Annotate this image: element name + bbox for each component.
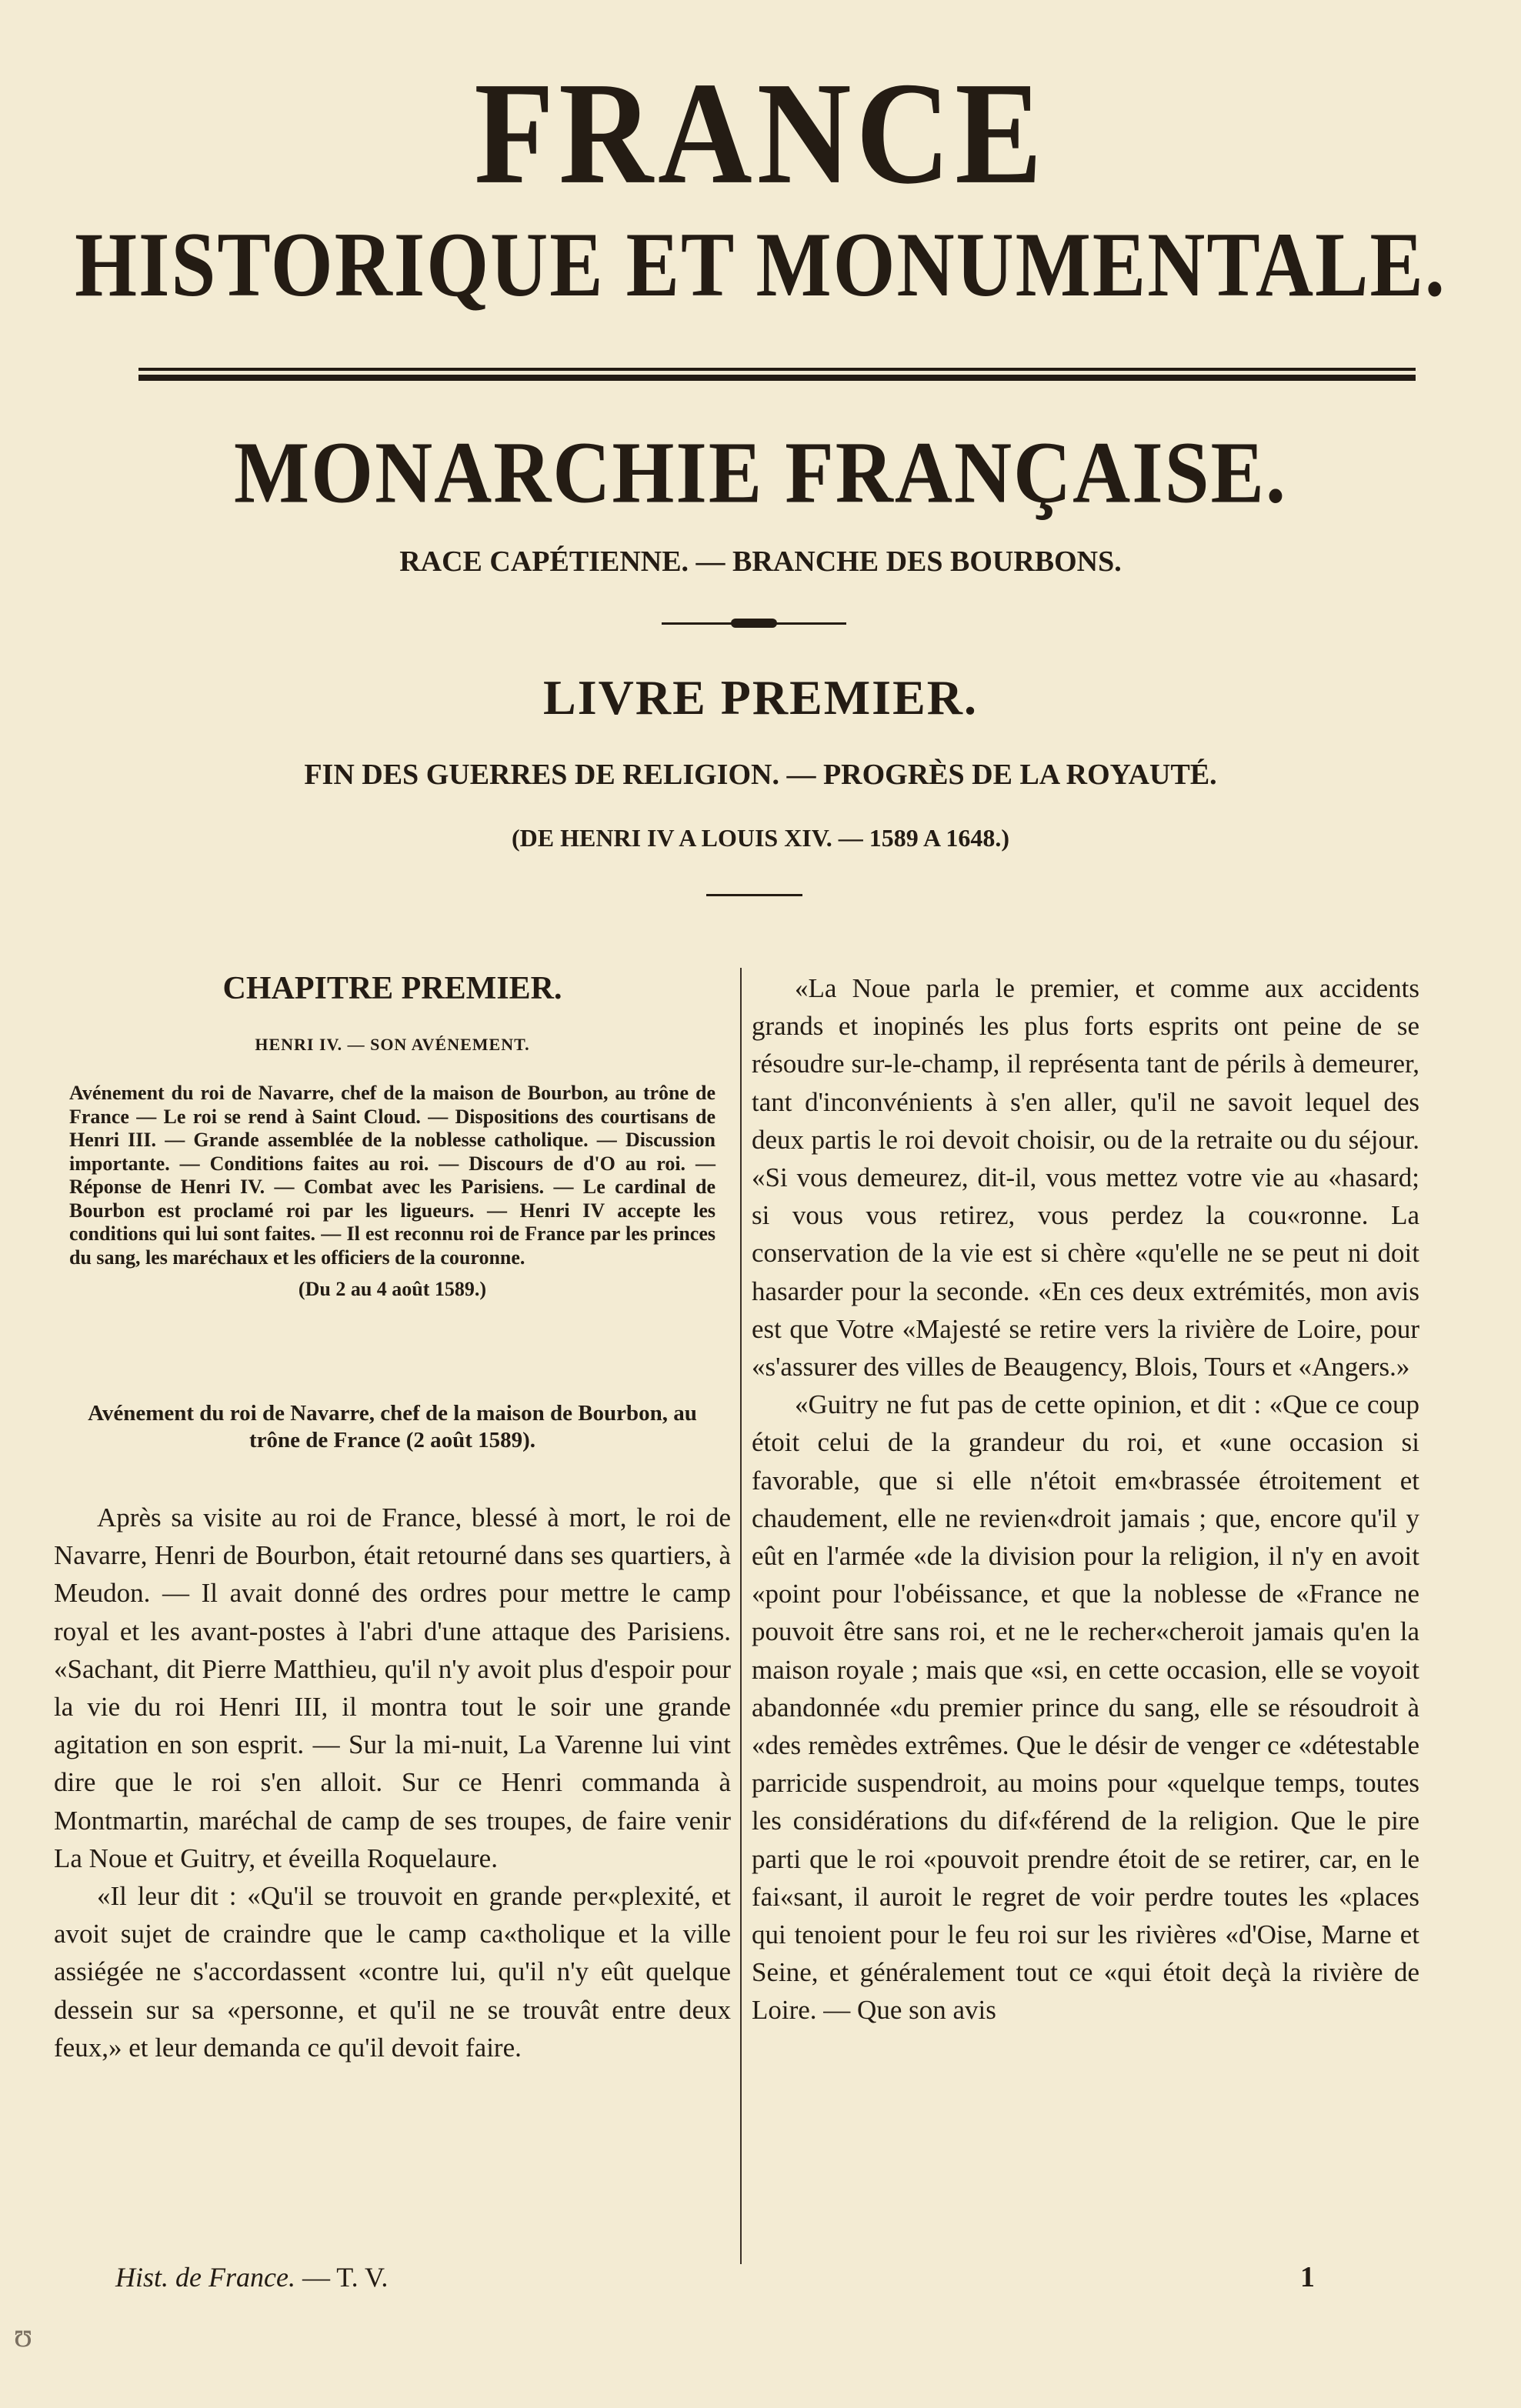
ornament-divider — [662, 618, 846, 629]
chapter-summary: Avénement du roi de Navarre, chef de la maison de Bourbon, au trône de France — Le roi se rend à Saint Cloud. — Dispositions des courtisans de Henri III. — Grande assemblée de la noblesse catholique. — Discussion importante. — Conditions faites au roi. — Discours de d'O au roi. — Réponse de Henri IV. — Combat avec les Parisiens. — Le cardinal de Bourbon est proclamé roi par les ligueurs. — Henri IV accepte les conditions qui lui sont faites. — Il est reconnu roi de France par les princes du sang, les maréchaux et les officiers de la couronne. — [69, 1082, 715, 1269]
margin-mark: ʊ — [14, 2316, 33, 2354]
chapter-summary-date: (Du 2 au 4 août 1589.) — [298, 1278, 487, 1300]
book-dates: (DE HENRI IV A LOUIS XIV. — 1589 A 1648.) — [512, 824, 1009, 852]
left-column — [54, 969, 731, 2066]
paragraph: «Guitry ne fut pas de cette opinion, et dit : «Que ce coup étoit celui de la grandeur du roi, et «une occasion si favorable, que si elle n'étoit em«brassée étroitement et chaudement, elle ne revien«droit jamais ; que, encore qu'il y eût en l'armée «de la division pour la religion, il n'y en avoit «point pour l'obéissance, et que la noblesse de «France ne pouvoit être sans roi, et ne le recher«cheroit jamais qu'en la maison royale ; mais que «si, en cette occasion, elle se voyoit abandonnée «du premier prince du sang, elle se résoudroit à «des remèdes extrêmes. Que le désir de venger ce «détestable parricide suspendroit, au moins pour «quelque temps, toutes les considérations du dif«férend de la religion. Que le pire parti que le roi «pouvoit prendre étoit de se retirer, car, en le fai«sant, il auroit le regret de voir perdre toutes les «places qui tenoient pour le feu roi sur les rivières «d'Oise, Marne et Seine, et généralement tout ce «qui étoit deçà la rivière de Loire. — Que son avis — [752, 1389, 1419, 2026]
footer-source — [115, 2262, 388, 2293]
book-heading: LIVRE PREMIER. — [543, 670, 978, 725]
chapter-subtitle: HENRI IV. — SON AVÉNEMENT. — [255, 1035, 530, 1054]
footer-source-title: Hist. de France. — [115, 2262, 295, 2293]
chapter-title: CHAPITRE PREMIER. — [222, 971, 562, 1006]
race-subheading: RACE CAPÉTIENNE. — BRANCHE DES BOURBONS. — [399, 545, 1122, 578]
masthead-subtitle: HISTORIQUE ET MONUMENTALE. — [75, 214, 1446, 316]
short-divider — [706, 894, 802, 896]
paragraph: «La Noue parla le premier, et comme aux accidents grands et inopinés les plus forts esprits ont peine de se résoudre sur-le-champ, il représenta tant de périls à demeurer, tant d'inconvénients à s'en aller, qu'il ne savoit lequel des deux partis le roi devoit choisir, ou de la retraite ou du séjour. «Si vous demeurez, dit-il, vous mettez votre vie au «hasard; si vous vous retirez, vous perdez la cou«ronne. La conservation de la vie est si chère «qu'elle ne se peut ni doit hasarder pour la seconde. «En ces deux extrémités, mon avis est que Votre «Majesté se retire vers la rivière de Loire, pour «s'assurer des villes de Beaugency, Blois, Tours et «Angers.» — [752, 973, 1419, 1382]
masthead-double-rule — [138, 368, 1416, 380]
section-heading: MONARCHIE FRANÇAISE. — [234, 424, 1287, 522]
masthead-title: FRANCE — [474, 52, 1047, 215]
right-column — [752, 969, 1419, 2029]
column-divider — [740, 968, 742, 2264]
section-title: Avénement du roi de Navarre, chef de la maison de Bourbon, au trône de France (2 août 1589). — [88, 1401, 697, 1452]
book-subtitle: FIN DES GUERRES DE RELIGION. — PROGRÈS DE LA ROYAUTÉ. — [304, 759, 1217, 791]
footer-volume: — T. V. — [302, 2262, 389, 2293]
page-number: 1 — [1300, 2261, 1315, 2293]
paragraph: Après sa visite au roi de France, blessé à mort, le roi de Navarre, Henri de Bourbon, était retourné dans ses quartiers, à Meudon. — Il avait donné des ordres pour mettre le camp royal et les avant-postes à l'abri d'une attaque des Parisiens. «Sachant, dit Pierre Matthieu, qu'il n'y avoit plus d'espoir pour la vie du roi Henri III, il montra tout le soir une grande agitation en son esprit. — Sur la mi-nuit, La Varenne lui vint dire que le roi s'en alloit. Sur ce Henri commanda à Montmartin, maréchal de camp de ses troupes, de faire venir La Noue et Guitry, et éveilla Roquelaure. — [54, 1502, 731, 1873]
paragraph: «Il leur dit : «Qu'il se trouvoit en grande per«plexité, et avoit sujet de craindre que le camp ca«tholique et la ville assiégée ne s'accordassent «contre lui, qu'il n'y eût quelque dessein sur sa «personne, et qu'il ne se trouvât entre deux feux,» et leur demanda ce qu'il devoit faire. — [54, 1881, 731, 2063]
